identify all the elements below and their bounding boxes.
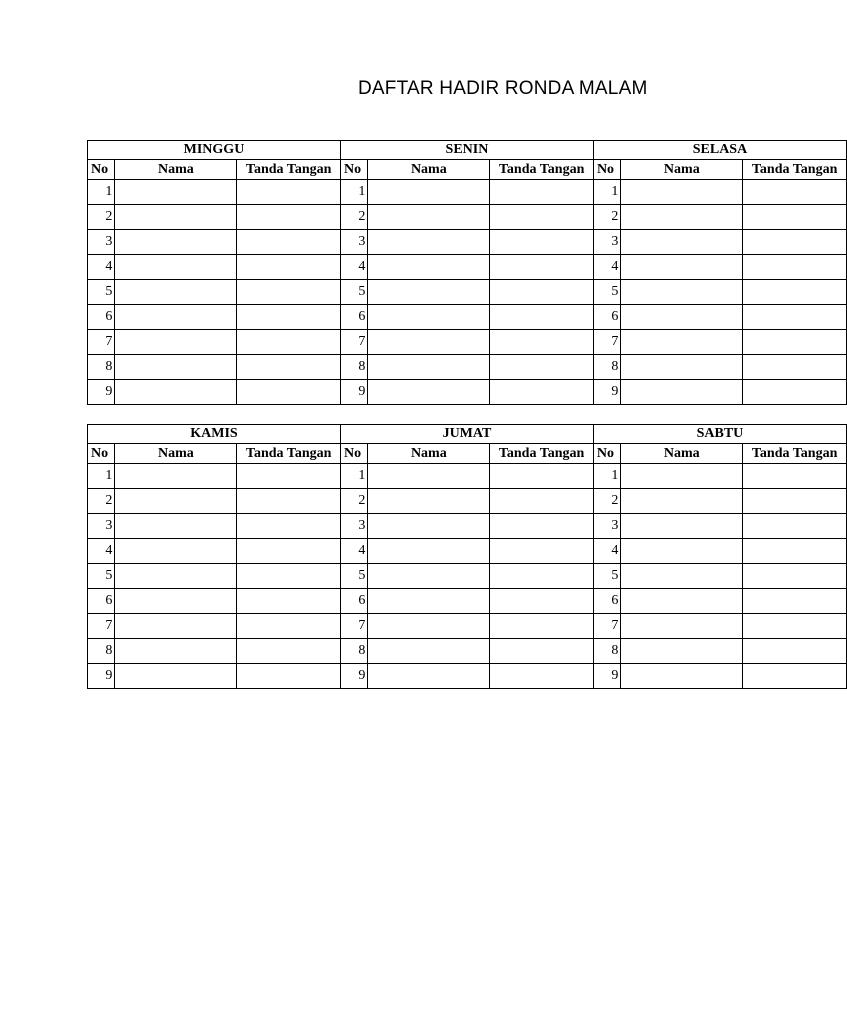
tanda-tangan-cell[interactable] <box>743 514 847 539</box>
row-number: 1 <box>593 180 620 205</box>
tanda-tangan-cell[interactable] <box>743 330 847 355</box>
column-header-row <box>88 160 847 180</box>
page-title: DAFTAR HADIR RONDA MALAM <box>358 78 648 99</box>
row-number: 7 <box>88 614 115 639</box>
row-number: 1 <box>593 464 620 489</box>
day-header-jumat: JUMAT <box>340 425 593 444</box>
tanda-tangan-cell[interactable] <box>490 330 594 355</box>
row-number: 7 <box>593 330 620 355</box>
day-header-row <box>88 425 847 444</box>
row-number: 2 <box>88 205 115 230</box>
row-number: 5 <box>340 564 367 589</box>
nama-cell[interactable] <box>368 380 490 405</box>
nama-cell[interactable] <box>621 514 743 539</box>
tanda-tangan-cell[interactable] <box>743 280 847 305</box>
row-number: 6 <box>88 589 115 614</box>
nama-cell[interactable] <box>621 589 743 614</box>
row-number: 3 <box>340 230 367 255</box>
row-number: 9 <box>88 380 115 405</box>
row-number: 2 <box>340 489 367 514</box>
row-number: 1 <box>88 464 115 489</box>
tanda-tangan-cell[interactable] <box>743 664 847 689</box>
nama-cell[interactable] <box>368 589 490 614</box>
column-header-no: No <box>88 444 115 464</box>
nama-cell[interactable] <box>368 355 490 380</box>
nama-cell[interactable] <box>621 230 743 255</box>
tanda-tangan-cell[interactable] <box>490 464 594 489</box>
table-row <box>88 330 847 355</box>
table-row <box>88 639 847 664</box>
nama-cell[interactable] <box>621 305 743 330</box>
row-number: 9 <box>593 380 620 405</box>
tanda-tangan-cell[interactable] <box>237 280 341 305</box>
tanda-tangan-cell[interactable] <box>490 639 594 664</box>
tanda-tangan-cell[interactable] <box>743 230 847 255</box>
row-number: 4 <box>88 255 115 280</box>
attendance-table-top <box>87 140 847 405</box>
tanda-tangan-cell[interactable] <box>490 614 594 639</box>
tanda-tangan-cell[interactable] <box>237 230 341 255</box>
attendance-block-bottom <box>87 424 838 689</box>
row-number: 2 <box>593 489 620 514</box>
nama-cell[interactable] <box>621 539 743 564</box>
tanda-tangan-cell[interactable] <box>743 464 847 489</box>
column-header-nama: Nama <box>115 444 237 464</box>
tanda-tangan-cell[interactable] <box>237 330 341 355</box>
nama-cell[interactable] <box>368 230 490 255</box>
table-row <box>88 180 847 205</box>
nama-cell[interactable] <box>368 614 490 639</box>
row-number: 2 <box>593 205 620 230</box>
row-number: 4 <box>340 255 367 280</box>
nama-cell[interactable] <box>368 255 490 280</box>
column-header-tanda-tangan: Tanda Tangan <box>743 160 847 180</box>
table-row <box>88 489 847 514</box>
row-number: 6 <box>593 589 620 614</box>
row-number: 6 <box>340 305 367 330</box>
nama-cell[interactable] <box>115 280 237 305</box>
tanda-tangan-cell[interactable] <box>743 205 847 230</box>
row-number: 5 <box>593 280 620 305</box>
row-number: 5 <box>88 564 115 589</box>
nama-cell[interactable] <box>368 280 490 305</box>
nama-cell[interactable] <box>368 514 490 539</box>
nama-cell[interactable] <box>368 305 490 330</box>
tanda-tangan-cell[interactable] <box>743 305 847 330</box>
tanda-tangan-cell[interactable] <box>743 639 847 664</box>
nama-cell[interactable] <box>115 664 237 689</box>
tanda-tangan-cell[interactable] <box>237 614 341 639</box>
row-number: 3 <box>593 514 620 539</box>
nama-cell[interactable] <box>368 564 490 589</box>
tanda-tangan-cell[interactable] <box>490 664 594 689</box>
tanda-tangan-cell[interactable] <box>743 539 847 564</box>
day-header-minggu: MINGGU <box>88 141 341 160</box>
tanda-tangan-cell[interactable] <box>743 255 847 280</box>
nama-cell[interactable] <box>115 464 237 489</box>
row-number: 7 <box>593 614 620 639</box>
table-row <box>88 255 847 280</box>
tanda-tangan-cell[interactable] <box>743 180 847 205</box>
row-number: 9 <box>340 664 367 689</box>
table-row <box>88 539 847 564</box>
tanda-tangan-cell[interactable] <box>490 305 594 330</box>
nama-cell[interactable] <box>115 514 237 539</box>
tanda-tangan-cell[interactable] <box>237 464 341 489</box>
table-row <box>88 514 847 539</box>
row-number: 5 <box>88 280 115 305</box>
tanda-tangan-cell[interactable] <box>490 564 594 589</box>
row-number: 2 <box>340 205 367 230</box>
nama-cell[interactable] <box>368 539 490 564</box>
row-number: 8 <box>340 639 367 664</box>
row-number: 4 <box>340 539 367 564</box>
nama-cell[interactable] <box>115 355 237 380</box>
tanda-tangan-cell[interactable] <box>490 589 594 614</box>
row-number: 8 <box>340 355 367 380</box>
nama-cell[interactable] <box>115 589 237 614</box>
column-header-nama: Nama <box>621 444 743 464</box>
nama-cell[interactable] <box>115 230 237 255</box>
tanda-tangan-cell[interactable] <box>490 280 594 305</box>
row-number: 1 <box>340 464 367 489</box>
nama-cell[interactable] <box>115 205 237 230</box>
column-header-tanda-tangan: Tanda Tangan <box>237 160 341 180</box>
day-header-row <box>88 141 847 160</box>
tanda-tangan-cell[interactable] <box>237 664 341 689</box>
tanda-tangan-cell[interactable] <box>237 355 341 380</box>
table-row <box>88 614 847 639</box>
nama-cell[interactable] <box>368 639 490 664</box>
table-row <box>88 564 847 589</box>
table-row <box>88 589 847 614</box>
column-header-no: No <box>593 444 620 464</box>
nama-cell[interactable] <box>368 489 490 514</box>
nama-cell[interactable] <box>368 180 490 205</box>
row-number: 4 <box>593 255 620 280</box>
nama-cell[interactable] <box>368 664 490 689</box>
table-row <box>88 205 847 230</box>
row-number: 5 <box>593 564 620 589</box>
day-header-sabtu: SABTU <box>593 425 846 444</box>
tanda-tangan-cell[interactable] <box>743 614 847 639</box>
tanda-tangan-cell[interactable] <box>743 589 847 614</box>
column-header-nama: Nama <box>115 160 237 180</box>
column-header-row <box>88 444 847 464</box>
nama-cell[interactable] <box>621 639 743 664</box>
table-row <box>88 305 847 330</box>
nama-cell[interactable] <box>621 564 743 589</box>
nama-cell[interactable] <box>621 464 743 489</box>
tanda-tangan-cell[interactable] <box>743 489 847 514</box>
nama-cell[interactable] <box>621 180 743 205</box>
tanda-tangan-cell[interactable] <box>237 539 341 564</box>
row-number: 7 <box>88 330 115 355</box>
row-number: 7 <box>340 614 367 639</box>
row-number: 4 <box>88 539 115 564</box>
column-header-tanda-tangan: Tanda Tangan <box>237 444 341 464</box>
row-number: 3 <box>593 230 620 255</box>
row-number: 1 <box>88 180 115 205</box>
row-number: 7 <box>340 330 367 355</box>
column-header-nama: Nama <box>368 160 490 180</box>
column-header-nama: Nama <box>368 444 490 464</box>
tanda-tangan-cell[interactable] <box>237 305 341 330</box>
attendance-table-bottom <box>87 424 847 689</box>
nama-cell[interactable] <box>115 489 237 514</box>
nama-cell[interactable] <box>115 614 237 639</box>
nama-cell[interactable] <box>115 564 237 589</box>
day-header-senin: SENIN <box>340 141 593 160</box>
tanda-tangan-cell[interactable] <box>237 514 341 539</box>
nama-cell[interactable] <box>621 489 743 514</box>
table-row <box>88 664 847 689</box>
row-number: 3 <box>88 230 115 255</box>
tanda-tangan-cell[interactable] <box>490 255 594 280</box>
nama-cell[interactable] <box>621 614 743 639</box>
day-header-kamis: KAMIS <box>88 425 341 444</box>
row-number: 6 <box>593 305 620 330</box>
nama-cell[interactable] <box>368 464 490 489</box>
row-number: 6 <box>88 305 115 330</box>
column-header-tanda-tangan: Tanda Tangan <box>743 444 847 464</box>
nama-cell[interactable] <box>621 355 743 380</box>
tanda-tangan-cell[interactable] <box>490 489 594 514</box>
nama-cell[interactable] <box>115 539 237 564</box>
nama-cell[interactable] <box>115 180 237 205</box>
table-row <box>88 280 847 305</box>
tanda-tangan-cell[interactable] <box>237 564 341 589</box>
tanda-tangan-cell[interactable] <box>490 380 594 405</box>
row-number: 2 <box>88 489 115 514</box>
nama-cell[interactable] <box>621 330 743 355</box>
row-number: 4 <box>593 539 620 564</box>
table-body-top <box>88 141 847 405</box>
column-header-tanda-tangan: Tanda Tangan <box>490 160 594 180</box>
nama-cell[interactable] <box>621 255 743 280</box>
tanda-tangan-cell[interactable] <box>237 639 341 664</box>
nama-cell[interactable] <box>115 380 237 405</box>
row-number: 9 <box>340 380 367 405</box>
column-header-tanda-tangan: Tanda Tangan <box>490 444 594 464</box>
column-header-no: No <box>340 160 367 180</box>
tanda-tangan-cell[interactable] <box>490 514 594 539</box>
attendance-block-top <box>87 140 838 405</box>
column-header-no: No <box>593 160 620 180</box>
tanda-tangan-cell[interactable] <box>490 230 594 255</box>
row-number: 9 <box>593 664 620 689</box>
table-row <box>88 464 847 489</box>
row-number: 8 <box>88 355 115 380</box>
title-clip <box>358 76 648 102</box>
tanda-tangan-cell[interactable] <box>237 255 341 280</box>
row-number: 3 <box>340 514 367 539</box>
row-number: 8 <box>593 355 620 380</box>
nama-cell[interactable] <box>115 330 237 355</box>
row-number: 1 <box>340 180 367 205</box>
table-body-bottom <box>88 425 847 689</box>
tanda-tangan-cell[interactable] <box>237 489 341 514</box>
tanda-tangan-cell[interactable] <box>490 205 594 230</box>
nama-cell[interactable] <box>621 380 743 405</box>
tanda-tangan-cell[interactable] <box>237 205 341 230</box>
tanda-tangan-cell[interactable] <box>743 380 847 405</box>
nama-cell[interactable] <box>621 205 743 230</box>
nama-cell[interactable] <box>115 255 237 280</box>
nama-cell[interactable] <box>115 639 237 664</box>
tanda-tangan-cell[interactable] <box>237 589 341 614</box>
tanda-tangan-cell[interactable] <box>743 355 847 380</box>
table-row <box>88 380 847 405</box>
row-number: 6 <box>340 589 367 614</box>
nama-cell[interactable] <box>368 205 490 230</box>
row-number: 8 <box>88 639 115 664</box>
nama-cell[interactable] <box>621 280 743 305</box>
tanda-tangan-cell[interactable] <box>237 180 341 205</box>
tanda-tangan-cell[interactable] <box>743 564 847 589</box>
column-header-no: No <box>88 160 115 180</box>
nama-cell[interactable] <box>368 330 490 355</box>
row-number: 3 <box>88 514 115 539</box>
tanda-tangan-cell[interactable] <box>490 180 594 205</box>
day-header-selasa: SELASA <box>593 141 846 160</box>
nama-cell[interactable] <box>115 305 237 330</box>
row-number: 5 <box>340 280 367 305</box>
nama-cell[interactable] <box>621 664 743 689</box>
table-row <box>88 230 847 255</box>
column-header-no: No <box>340 444 367 464</box>
table-row <box>88 355 847 380</box>
tanda-tangan-cell[interactable] <box>237 380 341 405</box>
tanda-tangan-cell[interactable] <box>490 539 594 564</box>
row-number: 9 <box>88 664 115 689</box>
tanda-tangan-cell[interactable] <box>490 355 594 380</box>
column-header-nama: Nama <box>621 160 743 180</box>
row-number: 8 <box>593 639 620 664</box>
